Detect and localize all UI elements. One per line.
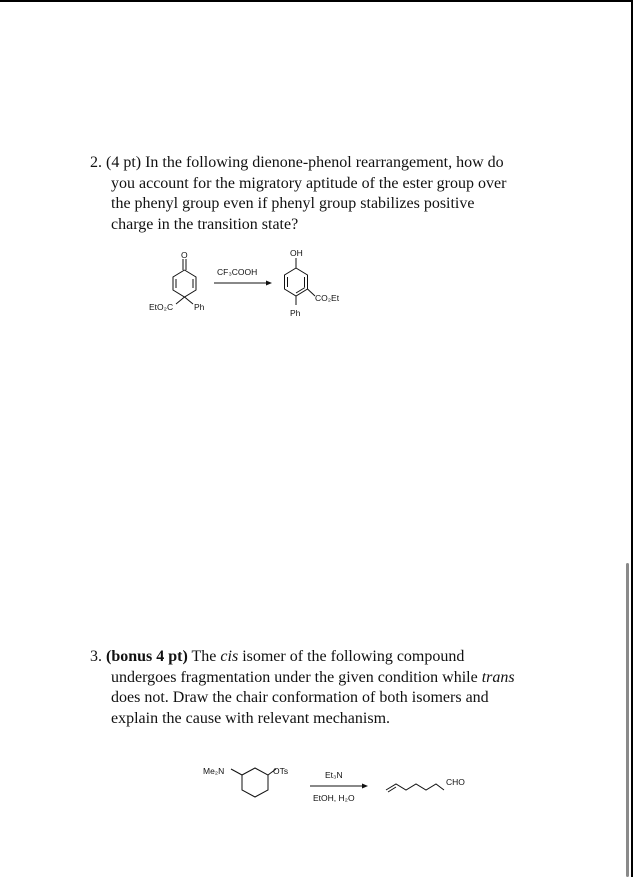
reagent-cf3cooh: CF₃COOH — [217, 267, 258, 277]
question-2-line-1: 2. (4 pt) In the following dienone-phenol rearrangement, how do — [90, 154, 504, 171]
question-2-line-3: the phenyl group even if phenyl group stabilizes positive — [111, 195, 475, 213]
reactant-phenyl-label: Ph — [194, 302, 205, 312]
question-3-cis: cis — [220, 648, 239, 665]
product-phenyl-label: Ph — [290, 308, 301, 318]
question-3-line-2-text: undergoes fragmentation under the given condition while — [111, 668, 482, 686]
aldehyde-product-structure — [386, 784, 444, 792]
question-3-bonus: (bonus 4 pt) — [106, 648, 188, 665]
reactant-ester-label: EtO₂C — [149, 302, 174, 312]
cyclohexane-tosylate-structure — [231, 768, 276, 797]
question-3-text-a: The — [187, 648, 221, 665]
reactant-carbonyl-oxygen: O — [181, 250, 188, 260]
question-3-line-4: explain the cause with relevant mechanism. — [111, 709, 391, 727]
question-3-text-b: isomer of the following compound — [238, 648, 465, 665]
question-2-line-2: you account for the migratory aptitude of the ester group over — [111, 174, 507, 192]
product-hydroxyl-label: OH — [290, 248, 303, 258]
amine-label: Me₂N — [203, 766, 225, 776]
reaction-arrow-2 — [310, 784, 368, 789]
reagent-triethylamine: Et₃N — [325, 770, 343, 780]
question-3-line-3: does not. Draw the chair conformation of both isomers and — [111, 689, 489, 707]
question-3-number: 3. — [90, 648, 102, 665]
question-3-trans: trans — [481, 668, 515, 686]
leaving-group-label: OTs — [273, 766, 289, 776]
question-2-line-4: charge in the transition state? — [111, 215, 299, 233]
reagent-solvent: EtOH, H₂O — [313, 793, 355, 803]
product-ester-label: CO₂Et — [315, 293, 340, 303]
product-aldehyde-label: CHO — [446, 777, 465, 787]
